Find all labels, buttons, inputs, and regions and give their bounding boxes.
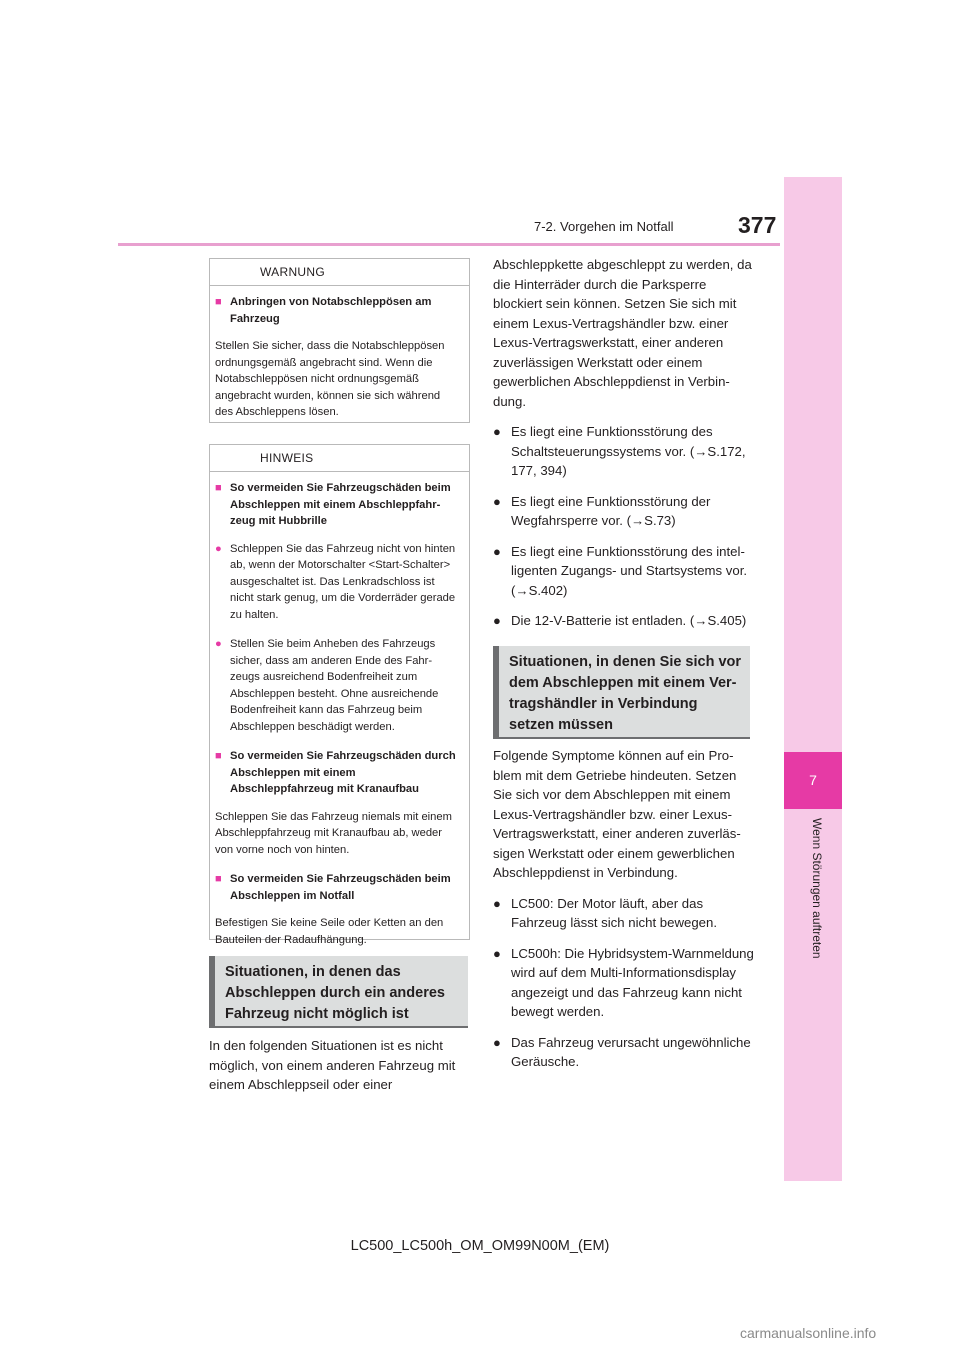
square-bullet-icon: ■ <box>215 482 222 494</box>
square-bullet-icon: ■ <box>215 873 222 885</box>
chapter-number: 7 <box>784 752 842 809</box>
left-section-rule <box>209 1026 468 1028</box>
notice-sub-1 <box>215 480 457 530</box>
notice-item-1 <box>215 541 457 624</box>
right-section-heading: Situationen, in denen Sie sich vor dem Abschleppen mit einem Vertragshändler in Verbindung setzen müssen <box>493 646 750 737</box>
bullet-item <box>493 492 753 531</box>
bullet-text: Es liegt eine Funktionsstörung der Wegfahrsperre vor. (→S.73) <box>511 493 711 528</box>
dot-bullet-icon: ● <box>493 543 501 559</box>
notice-item-2 <box>215 636 457 735</box>
bullet-text: Die 12-V-Batterie ist entladen. (→S.405) <box>511 613 747 628</box>
right-section-rule <box>493 737 750 739</box>
chapter-side-tab <box>784 177 842 1181</box>
warning-text: Stellen Sie sicher, dass die Notabschleppösen ordnungsgemäß angebracht sind. Wenn die Notabschleppösen nicht ordnungsgemäß angebracht wurden, können sie sich während des Abschleppens lösen. <box>215 340 445 418</box>
warning-subheading <box>215 294 457 327</box>
header-rule <box>118 243 780 246</box>
notice-text-2: Schleppen Sie das Fahrzeug niemals mit einem Abschleppfahrzeug mit Kranaufbau ab, weder von vorne noch von hinten. <box>215 810 452 856</box>
dot-bullet-icon: ● <box>493 895 501 911</box>
bullet-item <box>493 611 753 631</box>
bullet-text: LC500h: Die Hybridsystem-Warnmeldung wird auf dem Multi-Informationsdisplay angezeigt und das Fahrzeug kann nicht bewegt werden. <box>511 945 754 1019</box>
square-bullet-icon: ■ <box>215 296 222 308</box>
dot-bullet-icon: ● <box>493 493 501 509</box>
notice-item-2-text: Stellen Sie beim Anheben des Fahrzeugs sicher, dass am anderen Ende des Fahrzeugs ausreichend Bodenfreiheit zum Abschleppen besteht. Ohne ausreichende Bodenfreiheit kann das Fahrzeug beim Abschleppen beschädigt werden. <box>230 638 439 733</box>
page-number: 377 <box>738 212 777 238</box>
notice-sub-1-text: So vermeiden Sie Fahrzeugschäden beim Abschleppen mit einem Abschleppfahrzeug mit Hubbrille <box>230 482 451 527</box>
document-code-footer: LC500_LC500h_OM_OM99N00M_(EM) <box>350 1238 610 1254</box>
notice-sub-3-text: So vermeiden Sie Fahrzeugschäden beim Abschleppen im Notfall <box>230 873 451 902</box>
dot-bullet-icon: ● <box>493 613 501 628</box>
warning-box <box>209 258 470 423</box>
notice-title: HINWEIS <box>260 451 314 465</box>
bullet-text: Es liegt eine Funktionsstörung des Schaltsteuerungssystems vor. (→S.172, 177, 394) <box>511 424 746 478</box>
bullet-text: Es liegt eine Funktionsstörung des intelligenten Zugangs- und Startsystems vor. (→S.402) <box>511 543 748 598</box>
dot-bullet-icon: ● <box>493 945 501 961</box>
notice-header <box>210 445 469 472</box>
warning-subheading-text: Anbringen von Notabschleppösen am Fahrzeug <box>230 296 432 325</box>
right-intro-text: Abschleppkette abgeschleppt zu werden, da die Hinterräder durch die Parksperre blockiert sein können. Setzen Sie sich mit einem Lexus-Vertragshändler bzw. einer Lexus-Vertragswerkstatt, einer anderen zuverlässigen Werkstatt oder einem gewerblichen Abschleppdienst in Verbindung. <box>493 257 752 409</box>
bullet-text: LC500: Der Motor läuft, aber das Fahrzeug lässt sich nicht bewegen. <box>511 895 717 930</box>
notice-box <box>209 444 470 946</box>
bullet-item <box>493 894 755 933</box>
notice-item-1-text: Schleppen Sie das Fahrzeug nicht von hinten ab, wenn der Motorschalter <Start-Schalter> ausgeschaltet ist. Das Lenkradschloss ist nicht stark genug, um die Vorderräder gerade zu halten. <box>230 542 456 621</box>
dot-bullet-icon: ● <box>493 1034 501 1050</box>
section-title: 7-2. Vorgehen im Notfall <box>534 219 674 234</box>
right-column-top <box>493 255 753 631</box>
dot-bullet-icon: ● <box>493 424 501 439</box>
notice-sub-2 <box>215 748 457 798</box>
bullet-item <box>493 1033 755 1072</box>
notice-text-3: Befestigen Sie keine Seile oder Ketten an den Bauteilen der Radaufhängung. <box>215 917 444 946</box>
bullet-text: Das Fahrzeug verursacht ungewöhnliche Geräusche. <box>511 1034 751 1069</box>
dot-bullet-icon: ● <box>215 638 222 650</box>
bullet-item <box>493 422 753 481</box>
right-column-bottom <box>493 746 755 1072</box>
watermark: carmanualsonline.info <box>740 1325 877 1341</box>
chapter-label: Wenn Störungen auftreten <box>810 818 824 959</box>
bullet-item <box>493 542 753 601</box>
left-section-heading: Situationen, in denen das Abschleppen durch ein anderes Fahrzeug nicht möglich ist <box>209 956 468 1026</box>
warning-header <box>210 259 469 286</box>
notice-sub-3 <box>215 871 457 904</box>
dot-bullet-icon: ● <box>215 542 222 555</box>
warning-title: WARNUNG <box>260 265 325 279</box>
square-bullet-icon: ■ <box>215 750 222 762</box>
notice-sub-2-text: So vermeiden Sie Fahrzeugschäden durch Abschleppen mit einem Abschleppfahrzeug mit Kranaufbau <box>230 750 456 795</box>
left-section-text: In den folgenden Situationen ist es nicht möglich, von einem anderen Fahrzeug mit einem Abschleppseil oder einer <box>209 1038 456 1092</box>
bullet-item <box>493 944 755 1022</box>
right-text-2: Folgende Symptome können auf ein Problem mit dem Getriebe hindeuten. Setzen Sie sich vor dem Abschleppen mit einem Lexus-Vertragshändler bzw. einer Lexus-Vertragswerkstatt, einer anderen zuverlässigen Werkstatt oder einem gewerblichen Abschleppdienst in Verbindung. <box>493 748 741 880</box>
